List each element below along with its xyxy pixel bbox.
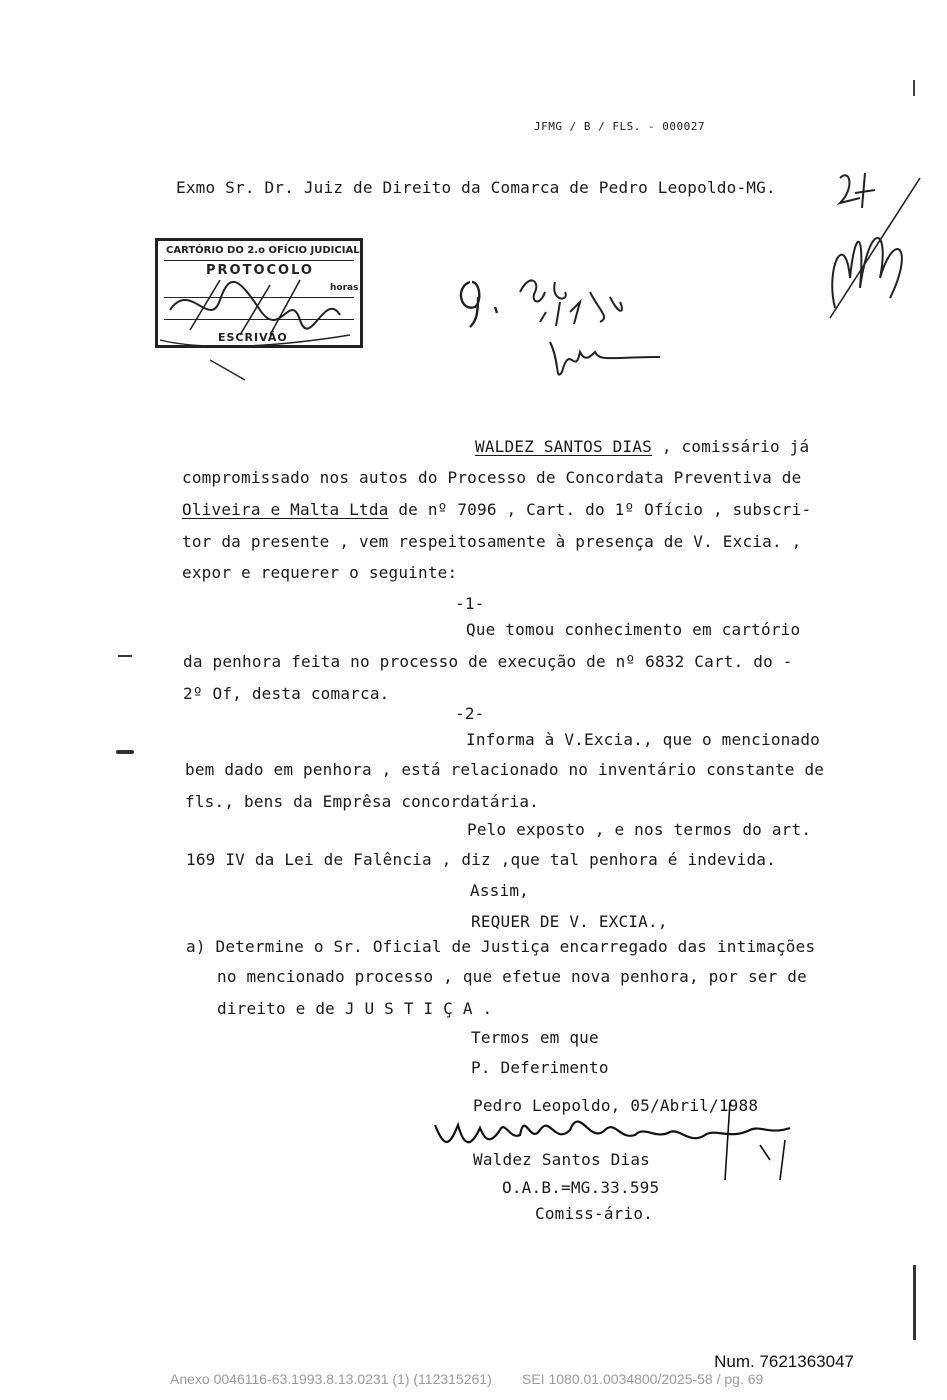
margin-mark-left-1	[118, 655, 132, 665]
paragraph-2-line-1: Informa à V.Excia., que o mencionado	[466, 730, 820, 749]
paragraph-3-line-1: Pelo exposto , e nos termos do art.	[467, 820, 812, 839]
paragraph-3-line-2: 169 IV da Lei de Falência , diz ,que tal penhora é indevida.	[186, 850, 776, 869]
body-line-3	[182, 500, 811, 519]
addressee-line: Exmo Sr. Dr. Juiz de Direito da Comarca de Pedro Leopoldo-MG.	[176, 178, 776, 197]
body-line-2: compromissado nos autos do Processo de Concordata Preventiva de	[182, 468, 802, 487]
requer-line: REQUER DE V. EXCIA.,	[471, 912, 668, 931]
body-line-1	[475, 437, 809, 456]
signer-name: Waldez Santos Dias	[473, 1150, 650, 1169]
handwritten-annotation-center	[450, 262, 670, 412]
deferimento-line: P. Deferimento	[471, 1058, 609, 1077]
place-date-line: Pedro Leopoldo, 05/Abril/1988	[473, 1096, 759, 1115]
paragraph-1-line-3: 2º Of, desta comarca.	[183, 684, 390, 703]
body-line-3-rest: de nº 7096 , Cart. do 1º Ofício , subscri-	[388, 500, 812, 519]
signature	[430, 1100, 800, 1190]
request-a-line-1: a) Determine o Sr. Oficial de Justiça encarregado das intimações	[186, 937, 816, 956]
header-reference: JFMG / B / FLS. - 000027	[534, 120, 705, 133]
margin-mark-left-2	[116, 750, 134, 754]
paragraph-2-line-2: bem dado em penhora , está relacionado no inventário constante de	[185, 760, 825, 779]
section-2-heading: -2-	[455, 704, 485, 723]
section-1-heading: -1-	[455, 594, 485, 613]
stamp-handwriting-mark	[150, 240, 380, 390]
request-a-line-2: no mencionado processo , que efetue nova penhora, por ser de	[217, 967, 807, 986]
paragraph-1-line-2: da penhora feita no processo de execução de nº 6832 Cart. do -	[183, 652, 793, 671]
company-name: Oliveira e Malta Ltda	[182, 500, 389, 519]
handwritten-mark-top-right	[820, 168, 930, 328]
footer-num: Num. 7621363047	[714, 1352, 854, 1371]
request-a-line-3: direito e de J U S T I Ç A .	[217, 999, 493, 1018]
body-line-5: expor e requerer o seguinte:	[182, 563, 458, 582]
page-edge-mark	[913, 80, 915, 96]
stamp-horas: horas	[330, 283, 359, 293]
oab-number: O.A.B.=MG.33.595	[502, 1178, 660, 1197]
assim-line: Assim,	[470, 881, 529, 900]
signer-role: Comiss-ário.	[535, 1204, 653, 1223]
stamp-escrivao: ESCRIVÃO	[218, 331, 288, 344]
paragraph-2-line-3: fls., bens da Emprêsa concordatária.	[185, 792, 539, 811]
footer-anexo: Anexo 0046116-63.1993.8.13.0231 (1) (112315261)	[170, 1371, 492, 1387]
footer-sei: SEI 1080.01.0034800/2025-58 / pg. 69	[522, 1371, 764, 1387]
stamp-title: CARTÓRIO DO 2.o OFÍCIO JUDICIAL	[166, 245, 360, 256]
right-edge-mark	[913, 1265, 916, 1340]
termos-line: Termos em que	[471, 1028, 599, 1047]
commissioner-name: WALDEZ SANTOS DIAS	[475, 437, 652, 456]
paragraph-1-line-1: Que tomou conhecimento em cartório	[466, 620, 801, 639]
stamp-protocolo: PROTOCOLO	[206, 263, 314, 278]
body-line-4: tor da presente , vem respeitosamente à presença de V. Excia. ,	[182, 532, 802, 551]
body-line-1-rest: , comissário já	[652, 437, 810, 456]
